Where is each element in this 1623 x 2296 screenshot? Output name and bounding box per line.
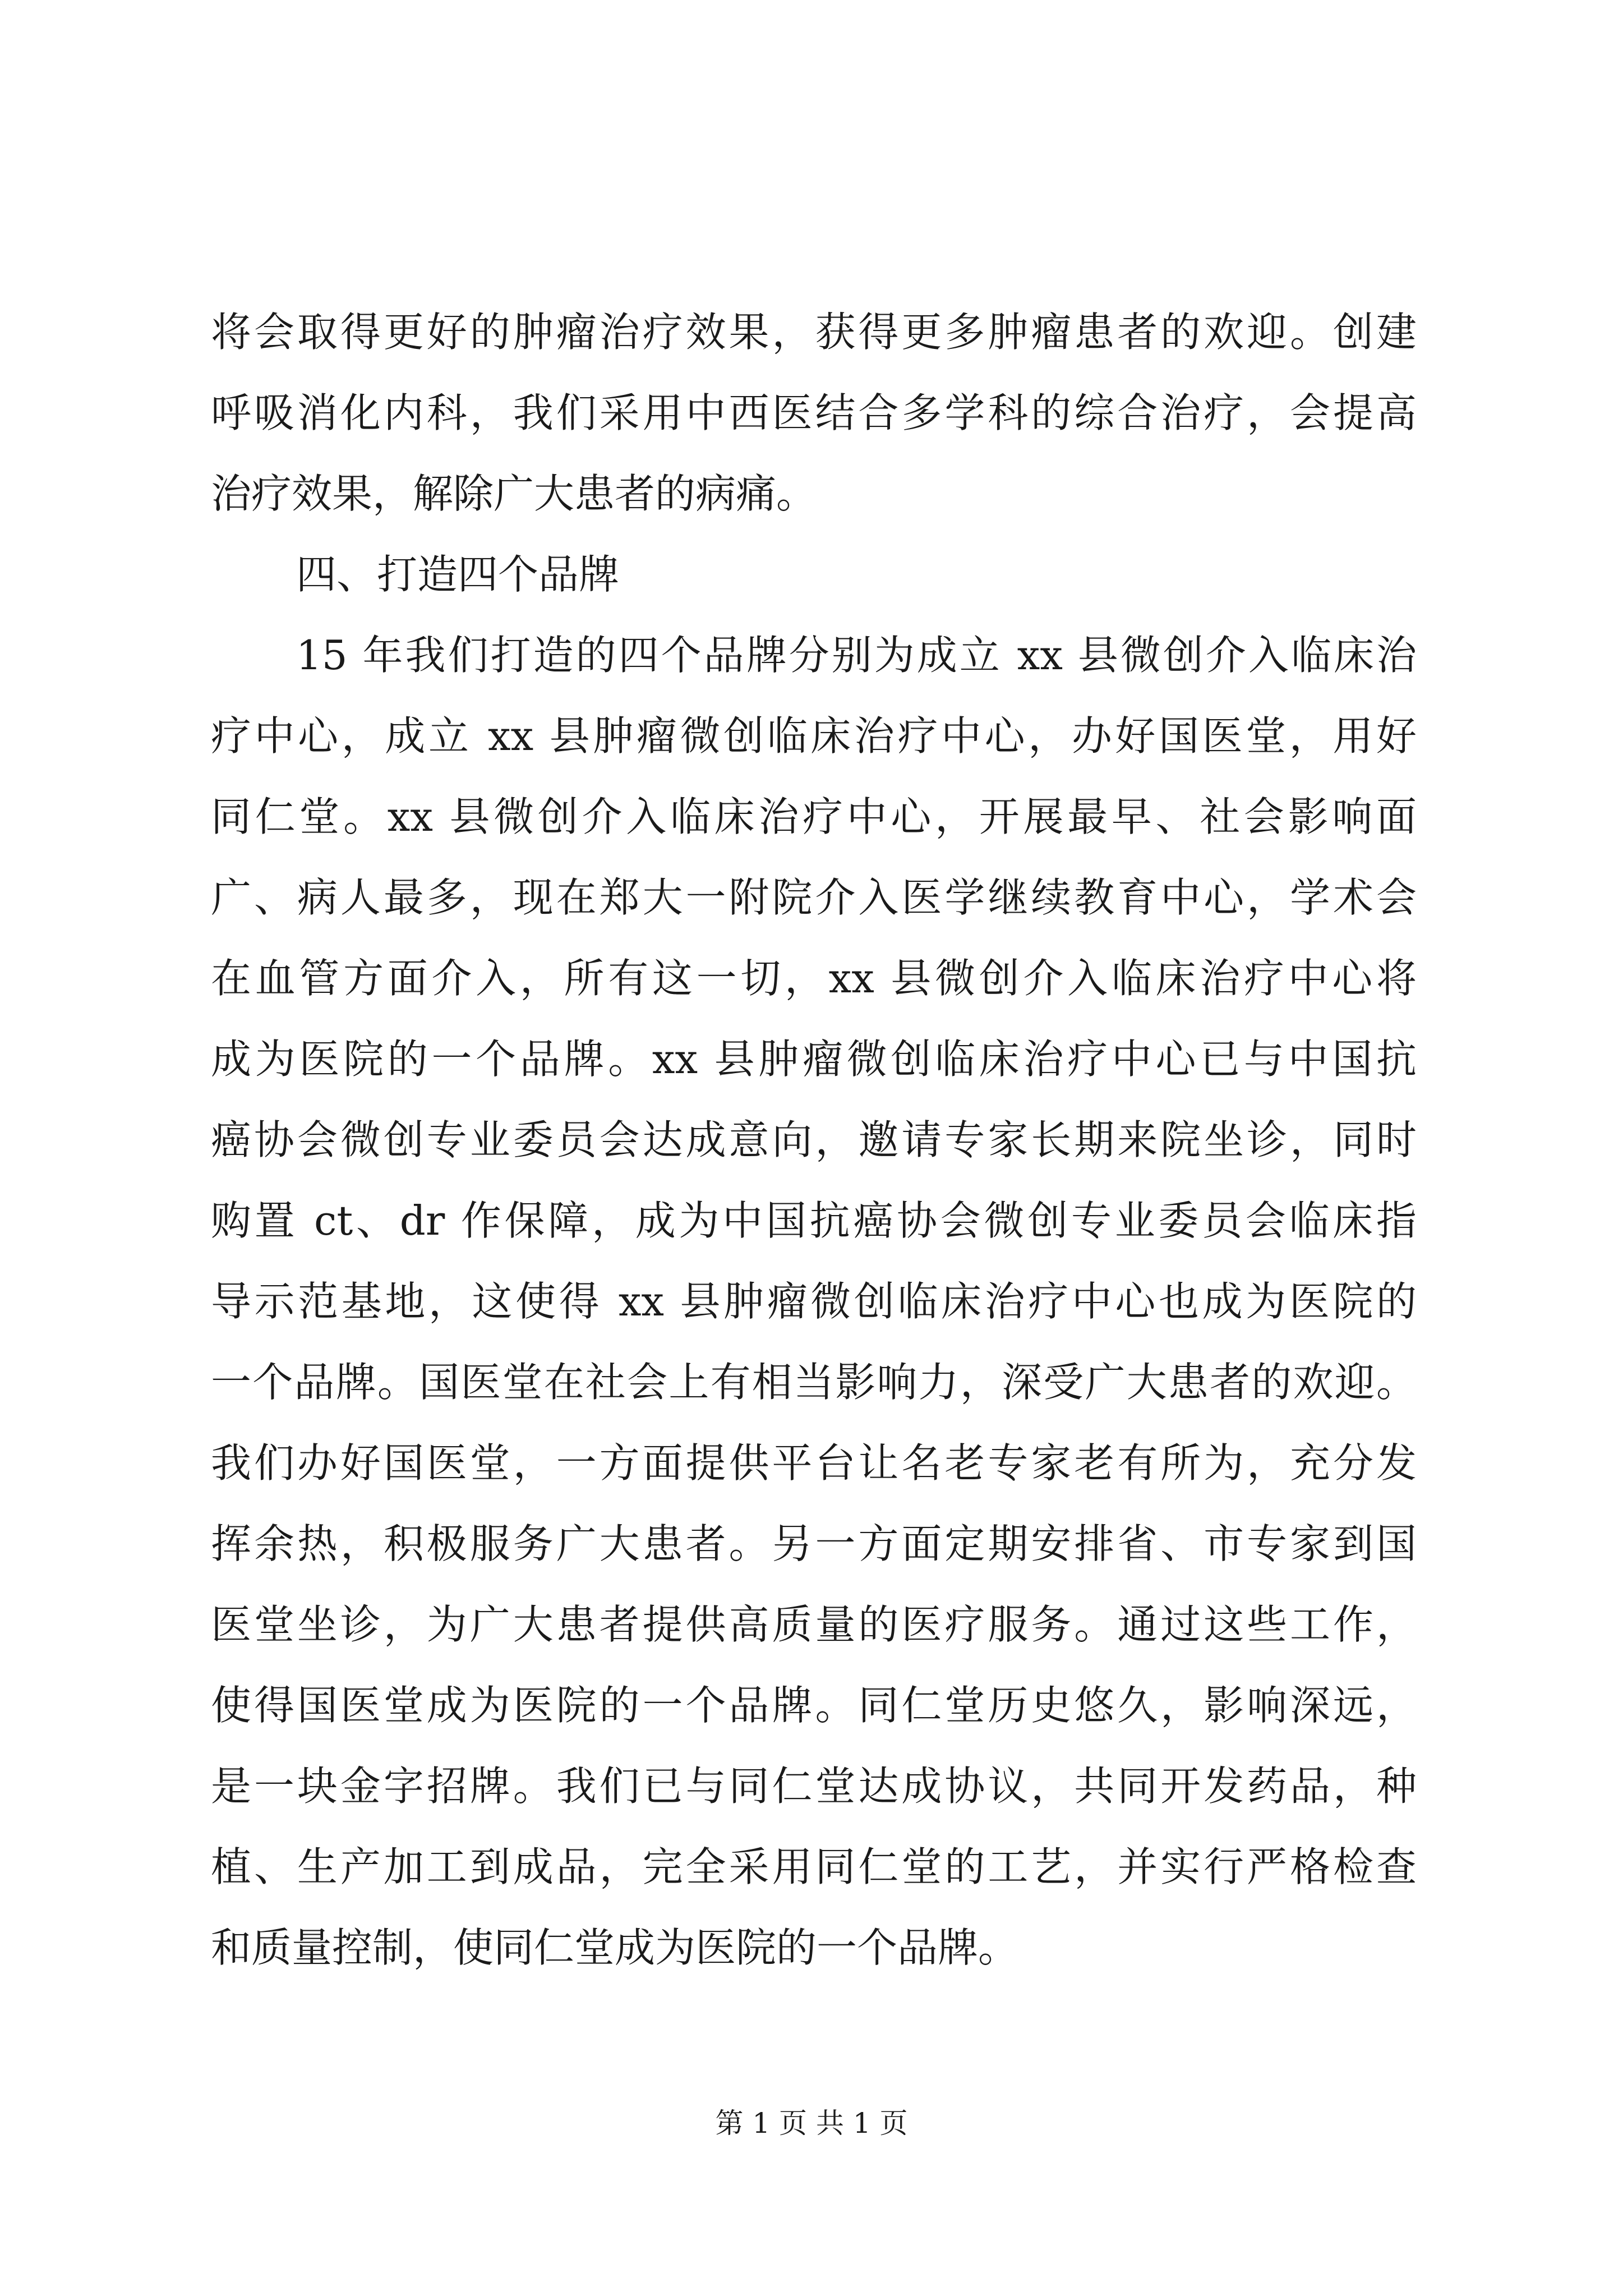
text-line: 同仁堂。xx 县微创介入临床治疗中心，开展最早、社会影响面 bbox=[211, 793, 1417, 840]
text-line: 将会取得更好的肿瘤治疗效果，获得更多肿瘤患者的欢迎。创建 bbox=[211, 309, 1417, 356]
text-line: 15 年我们打造的四个品牌分别为成立 xx 县微创介入临床治 bbox=[296, 632, 1417, 679]
text-line: 医堂坐诊，为广大患者提供高质量的医疗服务。通过这些工作， bbox=[211, 1601, 1417, 1648]
text-line: 是一块金字招牌。我们已与同仁堂达成协议，共同开发药品，种 bbox=[211, 1763, 1417, 1810]
text-line: 疗中心，成立 xx 县肿瘤微创临床治疗中心，办好国医堂，用好 bbox=[211, 712, 1417, 760]
text-line: 呼吸消化内科，我们采用中西医结合多学科的综合治疗，会提高 bbox=[211, 389, 1417, 436]
text-line: 一个品牌。国医堂在社会上有相当影响力，深受广大患者的欢迎。 bbox=[211, 1359, 1417, 1406]
text-line: 导示范基地，这使得 xx 县肿瘤微创临床治疗中心也成为医院的 bbox=[211, 1278, 1417, 1325]
text-line: 成为医院的一个品牌。xx 县肿瘤微创临床治疗中心已与中国抗 bbox=[211, 1036, 1417, 1083]
document-body bbox=[211, 292, 1417, 1988]
text-line: 挥余热，积极服务广大患者。另一方面定期安排省、市专家到国 bbox=[211, 1520, 1417, 1567]
page-number-footer: 第 1 页 共 1 页 bbox=[715, 2107, 908, 2139]
text-line: 使得国医堂成为医院的一个品牌。同仁堂历史悠久，影响深远， bbox=[211, 1682, 1417, 1729]
text-line: 广、病人最多，现在郑大一附院介入医学继续教育中心，学术会 bbox=[211, 874, 1417, 921]
text-line: 植、生产加工到成品，完全采用同仁堂的工艺，并实行严格检查 bbox=[211, 1843, 1417, 1890]
text-line: 和质量控制，使同仁堂成为医院的一个品牌。 bbox=[211, 1924, 1019, 1971]
text-line: 癌协会微创专业委员会达成意向，邀请专家长期来院坐诊，同时 bbox=[211, 1116, 1417, 1163]
section-heading: 四、打造四个品牌 bbox=[296, 551, 620, 598]
text-line: 我们办好国医堂，一方面提供平台让名老专家老有所为，充分发 bbox=[211, 1439, 1417, 1487]
text-line: 购置 ct、dr 作保障，成为中国抗癌协会微创专业委员会临床指 bbox=[211, 1197, 1417, 1244]
text-line: 在血管方面介入，所有这一切，xx 县微创介入临床治疗中心将 bbox=[211, 955, 1417, 1002]
text-line: 治疗效果，解除广大患者的病痛。 bbox=[211, 470, 817, 517]
